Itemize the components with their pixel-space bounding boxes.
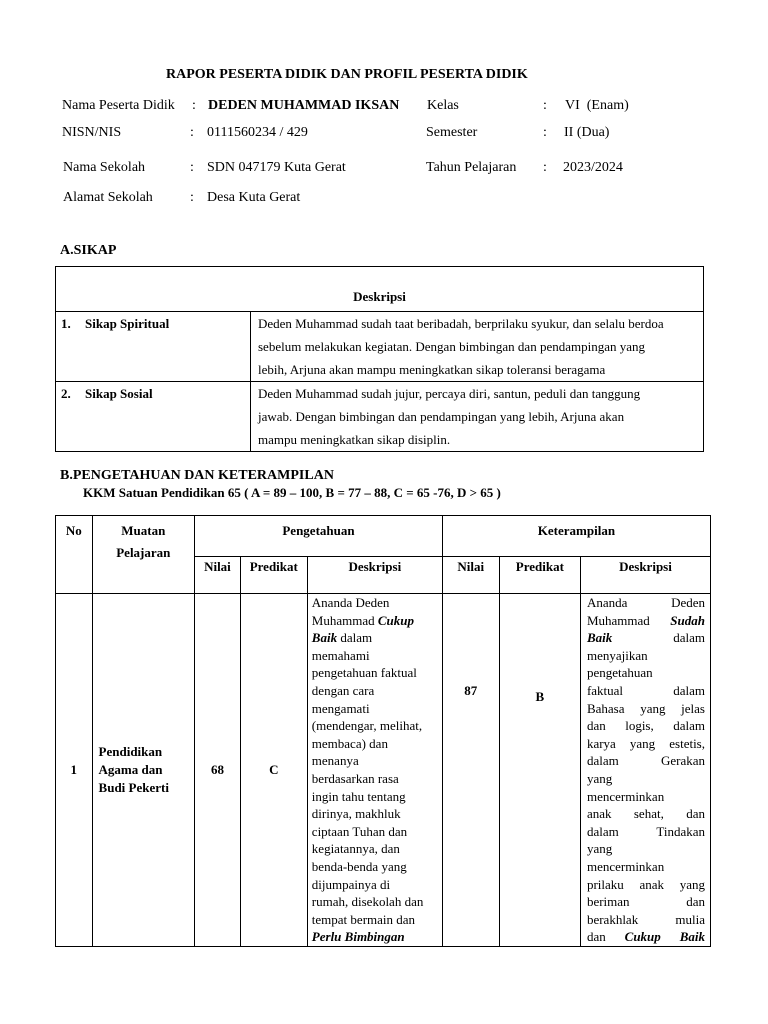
desc-line: menyajikan (586, 647, 648, 663)
desc-emphasis: Cukup Baik (624, 929, 705, 945)
desc-line: dan logis, dalam (586, 718, 705, 734)
sikap-desc-line: sebelum melakukan kegiatan. Dengan bimbingan dan pendampingan yang (258, 339, 645, 354)
desc-line (587, 612, 705, 630)
desc-line: dijumpainya di (311, 876, 391, 892)
desc-line: faktual dalam (586, 682, 705, 698)
desc-line: berakhlak mulia (586, 911, 705, 927)
sikap-description (251, 312, 704, 382)
desc-line: yang (586, 770, 613, 786)
desc-line: yang (586, 841, 613, 857)
desc-text: dalam (337, 630, 373, 646)
sikap-row-number: 2. (61, 386, 71, 401)
desc-line: (mendengar, melihat, (311, 718, 423, 734)
col-header-deskripsi: Deskripsi (580, 557, 710, 594)
subject-name (92, 594, 195, 947)
desc-line: ingin tahu tentang (311, 788, 406, 804)
sikap-label-cell (56, 382, 251, 452)
col-header-keterampilan: Keterampilan (442, 516, 710, 557)
sikap-row-number: 1. (61, 316, 71, 331)
col-header-deskripsi: Deskripsi (307, 557, 442, 594)
desc-text: dan (586, 929, 625, 945)
sikap-table-header: Deskripsi (56, 267, 704, 312)
desc-line: tempat bermain dan (311, 911, 416, 927)
sikap-row-spiritual (56, 312, 704, 382)
sekolah-label: Nama Sekolah (63, 160, 146, 175)
sikap-description (251, 382, 704, 452)
col-header-predikat: Predikat (240, 557, 307, 594)
col-header-nilai: Nilai (442, 557, 499, 594)
col-header-predikat: Predikat (499, 557, 580, 594)
desc-line (312, 612, 439, 630)
sikap-row-sosial (56, 382, 704, 452)
desc-line: memahami (311, 647, 370, 663)
knowledge-table (55, 515, 711, 947)
sikap-row-label: Sikap Spiritual (85, 316, 170, 331)
table-row (56, 594, 711, 947)
desc-line: mencerminkan (586, 858, 665, 874)
tahun-label: Tahun Pelajaran (426, 160, 517, 175)
kelas-label: Kelas (427, 98, 459, 113)
nama-label: Nama Peserta Didik (62, 98, 175, 113)
col-header-nilai: Nilai (195, 557, 241, 594)
alamat-value: Desa Kuta Gerat (207, 190, 301, 205)
knowledge-score: 68 (195, 594, 241, 947)
knowledge-description (307, 594, 442, 947)
knowledge-heading: B.PENGETAHUAN DAN KETERAMPILAN (60, 468, 334, 483)
desc-emphasis: Baik (586, 630, 613, 646)
desc-text: dalam (612, 630, 705, 646)
desc-line: dirinya, makhluk (311, 806, 401, 822)
desc-line (587, 928, 705, 946)
nama-colon: : (192, 98, 196, 113)
sikap-desc-line: mampu meningkatkan sikap disiplin. (258, 432, 451, 447)
knowledge-grade: C (240, 594, 307, 947)
desc-line: mencerminkan (586, 788, 665, 804)
kkm-note: KKM Satuan Pendidikan 65 ( A = 89 – 100, B = 77 – 88, C = 65 -76, D > 65 ) (83, 485, 501, 500)
sikap-desc-line: lebih, Arjuna akan mampu meningkatkan sikap toleransi beragama (258, 362, 606, 377)
skill-description (580, 594, 710, 947)
subject-line: Pendidikan (98, 743, 163, 759)
sikap-row-label: Sikap Sosial (85, 386, 153, 401)
sikap-desc-line: Deden Muhammad sudah jujur, percaya diri, santun, peduli dan tanggung (258, 386, 641, 401)
desc-line: anak sehat, dan (586, 806, 705, 822)
semester-label: Semester (426, 125, 478, 140)
row-number: 1 (56, 594, 93, 947)
desc-line: prilaku anak yang (586, 876, 705, 892)
desc-line: rumah, disekolah dan (311, 894, 424, 910)
col-header-pengetahuan: Pengetahuan (195, 516, 443, 557)
nisn-label: NISN/NIS (62, 125, 122, 140)
kelas-value: VI (Enam) (565, 98, 629, 113)
sikap-heading: A.SIKAP (60, 243, 117, 258)
desc-line (587, 629, 705, 647)
desc-emphasis: Sudah (670, 612, 705, 628)
skill-score: 87 (442, 594, 499, 947)
alamat-colon: : (190, 190, 194, 205)
alamat-label: Alamat Sekolah (63, 190, 153, 205)
sikap-label-cell (56, 312, 251, 382)
skill-grade: B (499, 594, 580, 947)
desc-line: dengan cara (311, 682, 375, 698)
nisn-colon: : (190, 125, 194, 140)
semester-value: II (Dua) (564, 125, 610, 140)
sikap-desc-line: jawab. Dengan bimbingan dan pendampingan yang lebih, Arjuna akan (258, 409, 625, 424)
subject-line: Budi Pekerti (98, 779, 169, 795)
desc-text: Muhammad (586, 612, 671, 628)
subject-line: Agama dan (98, 761, 163, 777)
sikap-desc-line: Deden Muhammad sudah taat beribadah, berprilaku syukur, dan selalu berdoa (258, 316, 664, 331)
desc-line: dalam Tindakan (586, 823, 705, 839)
desc-line: membaca) dan (311, 735, 388, 751)
nisn-value: 0111560234 / 429 (207, 125, 308, 140)
desc-line: menanya (311, 753, 359, 769)
tahun-colon: : (543, 160, 547, 175)
desc-line: berdasarkan rasa (311, 770, 399, 786)
sikap-table (55, 266, 704, 452)
kelas-colon: : (543, 98, 547, 113)
semester-colon: : (543, 125, 547, 140)
desc-line: Ananda Deden (311, 595, 390, 610)
desc-line: karya yang estetis, (586, 735, 705, 751)
desc-text: Muhammad (311, 612, 378, 628)
desc-line: benda-benda yang (311, 858, 407, 874)
desc-line: pengetahuan (586, 665, 653, 681)
desc-line: Ananda Deden (586, 595, 705, 610)
desc-line: dalam Gerakan (586, 753, 705, 769)
col-header-muatan-line: Pelajaran (116, 545, 171, 560)
desc-line (312, 629, 439, 647)
nama-value: DEDEN MUHAMMAD IKSAN (208, 98, 400, 113)
col-header-muatan (92, 516, 195, 594)
desc-line: pengetahuan faktual (311, 665, 417, 681)
col-header-no: No (56, 516, 93, 594)
desc-emphasis: Cukup (377, 612, 415, 628)
sekolah-colon: : (190, 160, 194, 175)
desc-line: ciptaan Tuhan dan (311, 823, 408, 839)
desc-emphasis: Baik (311, 630, 338, 646)
desc-line: Perlu Bimbingan (311, 929, 405, 945)
tahun-value: 2023/2024 (563, 160, 623, 175)
desc-line: kegiatannya, dan (311, 841, 400, 857)
col-header-muatan-line: Muatan (121, 523, 166, 538)
desc-line: mengamati (311, 700, 370, 716)
desc-line: Bahasa yang jelas (586, 700, 705, 716)
report-title: RAPOR PESERTA DIDIK DAN PROFIL PESERTA DIDIK (166, 67, 528, 82)
desc-line: beriman dan (586, 894, 705, 910)
sekolah-value: SDN 047179 Kuta Gerat (207, 160, 346, 175)
